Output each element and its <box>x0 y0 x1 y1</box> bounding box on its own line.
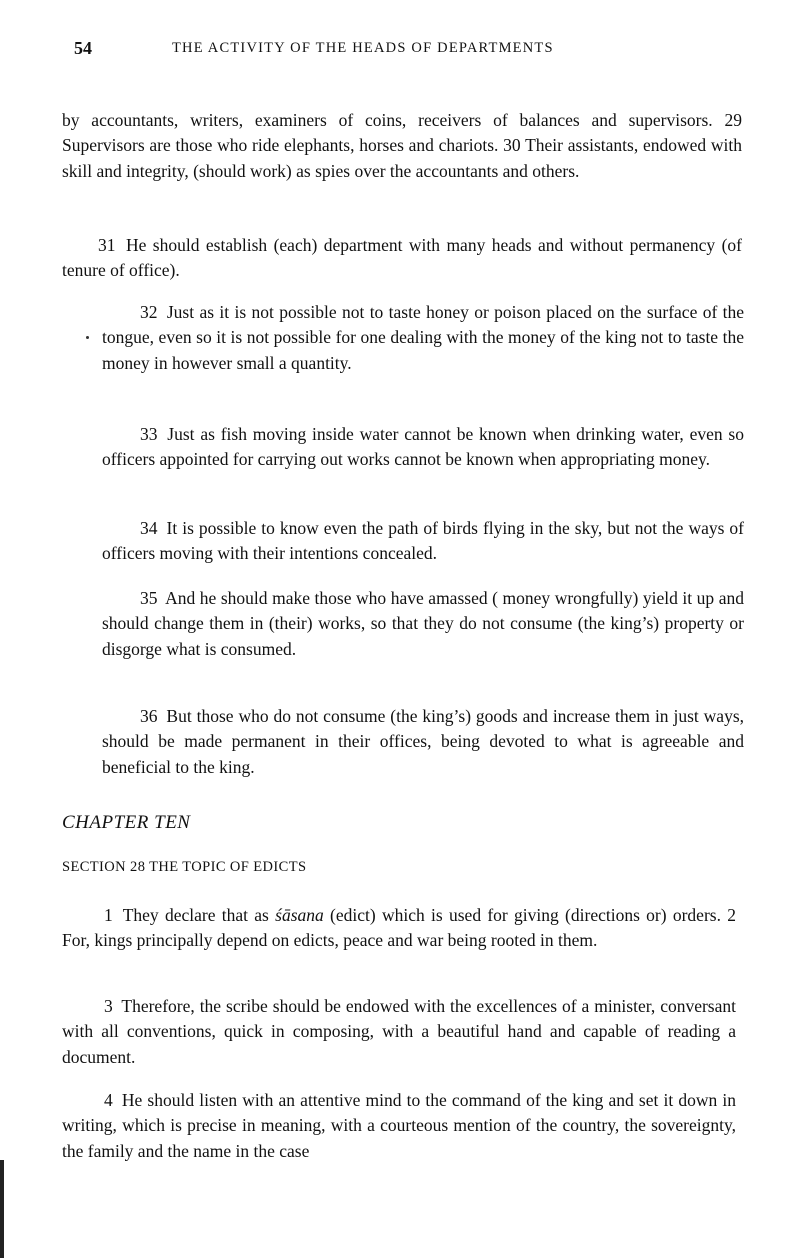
paragraph-number: 32 <box>140 302 158 322</box>
paragraph-number: 34 <box>140 518 158 538</box>
paragraph-text: Therefore, the scribe should be endowed with the excellences of a minister, conversant with all conventions, quick in composing, with a beautiful hand and capable of reading a document. <box>62 996 736 1067</box>
section-title: SECTION 28 THE TOPIC OF EDICTS <box>62 859 307 875</box>
chapter-title: CHAPTER TEN <box>62 812 191 833</box>
paragraph-number: 35 <box>140 588 158 608</box>
paragraph-text: It is possible to know even the path of birds flying in the sky, but not the ways of officers moving with their intentions concealed. <box>102 518 744 564</box>
paragraph-number: 31 <box>98 235 116 255</box>
paragraph-36 <box>102 704 744 780</box>
paragraph-number: 3 <box>104 996 113 1016</box>
paragraph-number: 1 <box>104 905 113 925</box>
scan-edge-shadow <box>0 1160 4 1258</box>
paragraph-text: And he should make those who have amassed ( money wrongfully) yield it up and should change them in (their) works, so that they do not consume (the king’s) property or disgorge what is consumed. <box>102 588 744 659</box>
paragraph-text: (edict) which is used for giving (directions or) orders. 2 For, kings principally depend on edicts, peace and war being rooted in them. <box>62 905 736 951</box>
paragraph-ch10-1-2 <box>62 903 736 954</box>
running-head-title: THE ACTIVITY OF THE HEADS OF DEPARTMENTS <box>172 40 554 56</box>
paragraph-text: But those who do not consume (the king’s) goods and increase them in just ways, should be made permanent in their offices, being devoted to what is agreeable and beneficial to the king. <box>102 706 744 777</box>
paragraph-text: Just as fish moving inside water cannot be known when drinking water, even so officers appointed for carrying out works cannot be known when appropriating money. <box>102 424 744 470</box>
paragraph-35 <box>102 586 744 662</box>
paragraph-ch10-3 <box>62 994 736 1070</box>
paragraph-text: They declare that as <box>122 905 269 925</box>
running-head <box>60 38 750 62</box>
paragraph-text: Just as it is not possible not to taste honey or poison placed on the surface of the tongue, even so it is not possible for one dealing with the money of the king not to taste the money in however small a quantity. <box>102 302 745 373</box>
paragraph-29-30 <box>62 108 742 184</box>
paragraph-text: He should listen with an attentive mind to the command of the king and set it down in writing, which is precise in meaning, with a courteous mention of the country, the sovereignty, the family and the name in the case <box>62 1090 736 1161</box>
paragraph-text: He should establish (each) department with many heads and without permanency (of tenure of office). <box>62 235 743 281</box>
sanskrit-term: śāsana <box>275 905 324 925</box>
paragraph-31 <box>62 233 742 284</box>
paragraph-34 <box>102 516 744 567</box>
paragraph-text: by accountants, writers, examiners of coins, receivers of balances and supervisors. 29 Supervisors are those who ride elephants, horses and chariots. 30 Their assistants, endowed with skill and integrity, (should work) as spies over the accountants and others. <box>62 110 742 181</box>
paragraph-32 <box>102 300 744 376</box>
paragraph-number: 33 <box>140 424 158 444</box>
scan-speck <box>86 336 89 339</box>
paragraph-ch10-4 <box>62 1088 736 1164</box>
page-number: 54 <box>74 38 92 58</box>
paragraph-33 <box>102 422 744 473</box>
paragraph-number: 36 <box>140 706 158 726</box>
paragraph-number: 4 <box>104 1090 113 1110</box>
